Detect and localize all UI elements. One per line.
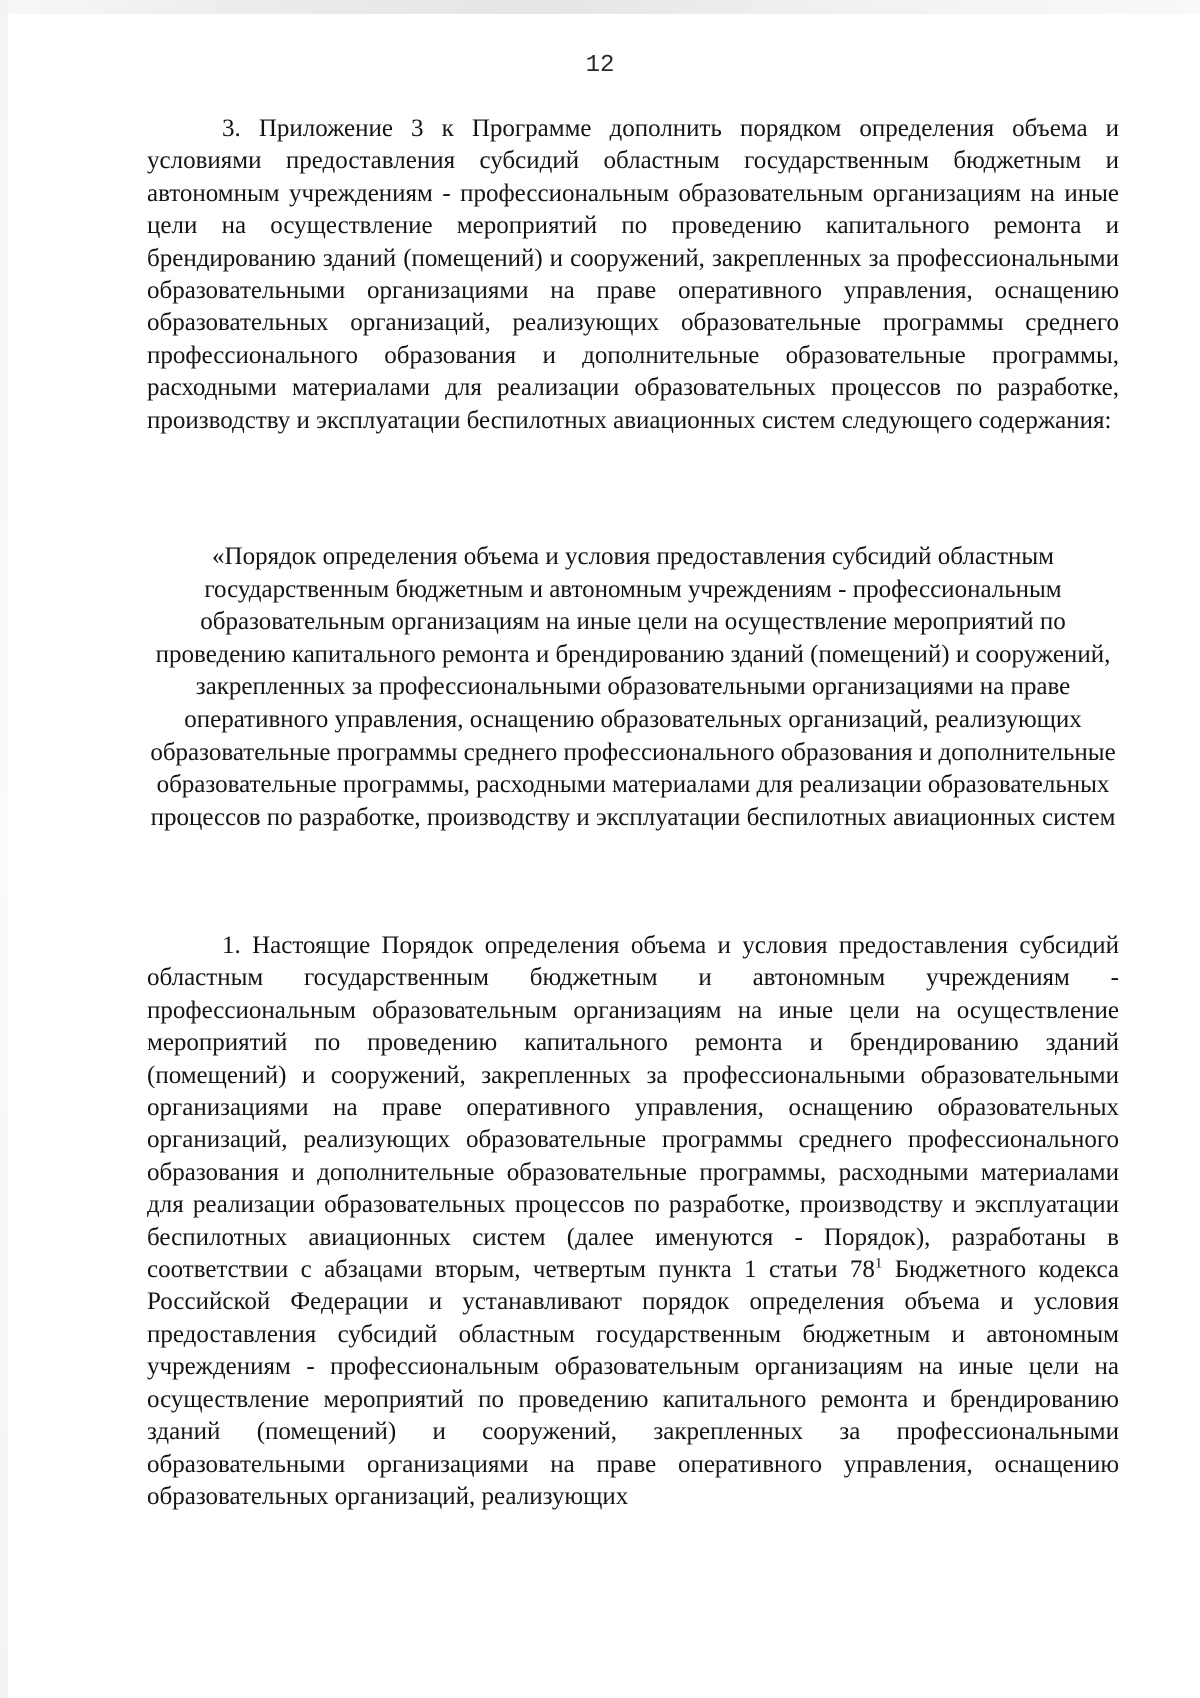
section-1-paragraph — [147, 930, 1119, 1513]
order-title: «Порядок определения объема и условия предоставления субсидий областным государственным бюджетным и автономным учреждениям - профессиональным образовательным организациям на иные цели на осуществление мероприятий по проведению капитального ремонта и брендированию зданий (помещений) и сооружений, закрепленных за профессиональными образовательными организациями на праве оперативного управления, оснащению образовательных организаций, реализующих образовательные программы среднего профессионального образования и дополнительные образовательные программы, расходными материалами для реализации образовательных процессов по разработке, производству и эксплуатации беспилотных авиационных систем — [150, 543, 1116, 831]
scan-edge-top — [0, 0, 1200, 14]
scan-edge-left — [0, 0, 8, 1698]
section-1-text-start: 1. Настоящие Порядок определения объема и условия предоставления субсидий областным государственным бюджетным и автономным учреждениям - профессиональным образовательным организациям на иные цели на осуществление мероприятий по проведению капитального ремонта и брендированию зданий (помещений) и сооружений, закрепленных за профессиональными образовательными организациями на праве оперативного управления, оснащению образовательных организаций, реализующих образовательные программы среднего профессионального образования и дополнительные образовательные программы, расходными материалами для реализации образовательных процессов по разработке, производству и эксплуатации беспилотных авиационных систем (далее именуются - Порядок), разработаны в соответствии с абзацами вторым, четвертым пункта 1 статьи 78 — [147, 932, 1119, 1284]
amendment-paragraph: 3. Приложение 3 к Программе дополнить порядком определения объема и условиями предоставления субсидий областным государственным бюджетным и автономным учреждениям - профессиональным образовательным организациям на иные цели на осуществление мероприятий по проведению капитального ремонта и брендированию зданий (помещений) и сооружений, закрепленных за профессиональными образовательными организациями на праве оперативного управления, оснащению образовательных организаций, реализующих образовательные программы среднего профессионального образования и дополнительные образовательные программы, расходными материалами для реализации образовательных процессов по разработке, производству и эксплуатации беспилотных авиационных систем следующего содержания: — [147, 115, 1119, 434]
section-1-text-end: Бюджетного кодекса Российской Федерации и устанавливают порядок определения объема и условия предоставления субсидий областным государственным бюджетным и автономным учреждениям - профессиональным образовательным организациям на иные цели на осуществление мероприятий по проведению капитального ремонта и брендированию зданий (помещений) и сооружений, закрепленных за профессиональными образовательными организациями на праве оперативного управления, оснащению образовательных организаций, реализующих — [147, 1256, 1120, 1510]
footnote-mark: 1 — [874, 1255, 883, 1272]
page-number: 12 — [585, 52, 615, 79]
